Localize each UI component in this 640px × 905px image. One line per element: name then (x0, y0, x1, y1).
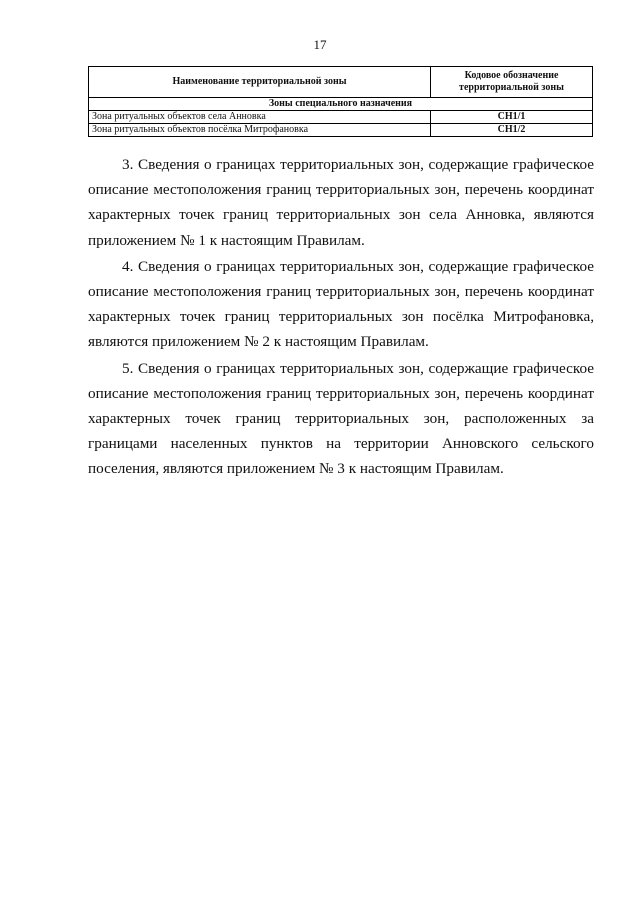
zone-code-cell: СН1/1 (431, 111, 593, 124)
zones-table (88, 66, 593, 137)
zone-code-cell: СН1/2 (431, 124, 593, 137)
table-row (89, 124, 593, 137)
body-text (88, 152, 594, 483)
page-number: 17 (313, 37, 327, 52)
group-title: Зоны специального назначения (89, 98, 593, 111)
header-zone-name: Наименование территориальной зоны (89, 67, 431, 98)
paragraph-5: 5. Сведения о границах территориальных зон, содержащие графическое описание местоположения границ территориальных зон, перечень координат характерных точек границ территориальных зон, расположенных за границами населенных пунктов на территории Анновского сельского поселения, являются приложением № 3 к настоящим Правилам. (88, 359, 594, 478)
zone-name-cell: Зона ритуальных объектов села Анновка (89, 111, 431, 124)
zone-name-cell: Зона ритуальных объектов посёлка Митрофановка (89, 124, 431, 137)
header-zone-code: Кодовое обозначение территориальной зоны (431, 67, 593, 98)
table-header-row (89, 67, 593, 98)
table-row (89, 111, 593, 124)
paragraph-4: 4. Сведения о границах территориальных зон, содержащие графическое описание местоположения границ территориальных зон, перечень координат характерных точек границ территориальных зон посёлка Митрофановка, являются приложением № 2 к настоящим Правилам. (88, 257, 594, 351)
paragraph-3: 3. Сведения о границах территориальных зон, содержащие графическое описание местоположения границ территориальных зон, перечень координат характерных точек границ территориальных зон села Анновка, являются приложением № 1 к настоящим Правилам. (88, 156, 594, 249)
table-group-row (89, 98, 593, 111)
